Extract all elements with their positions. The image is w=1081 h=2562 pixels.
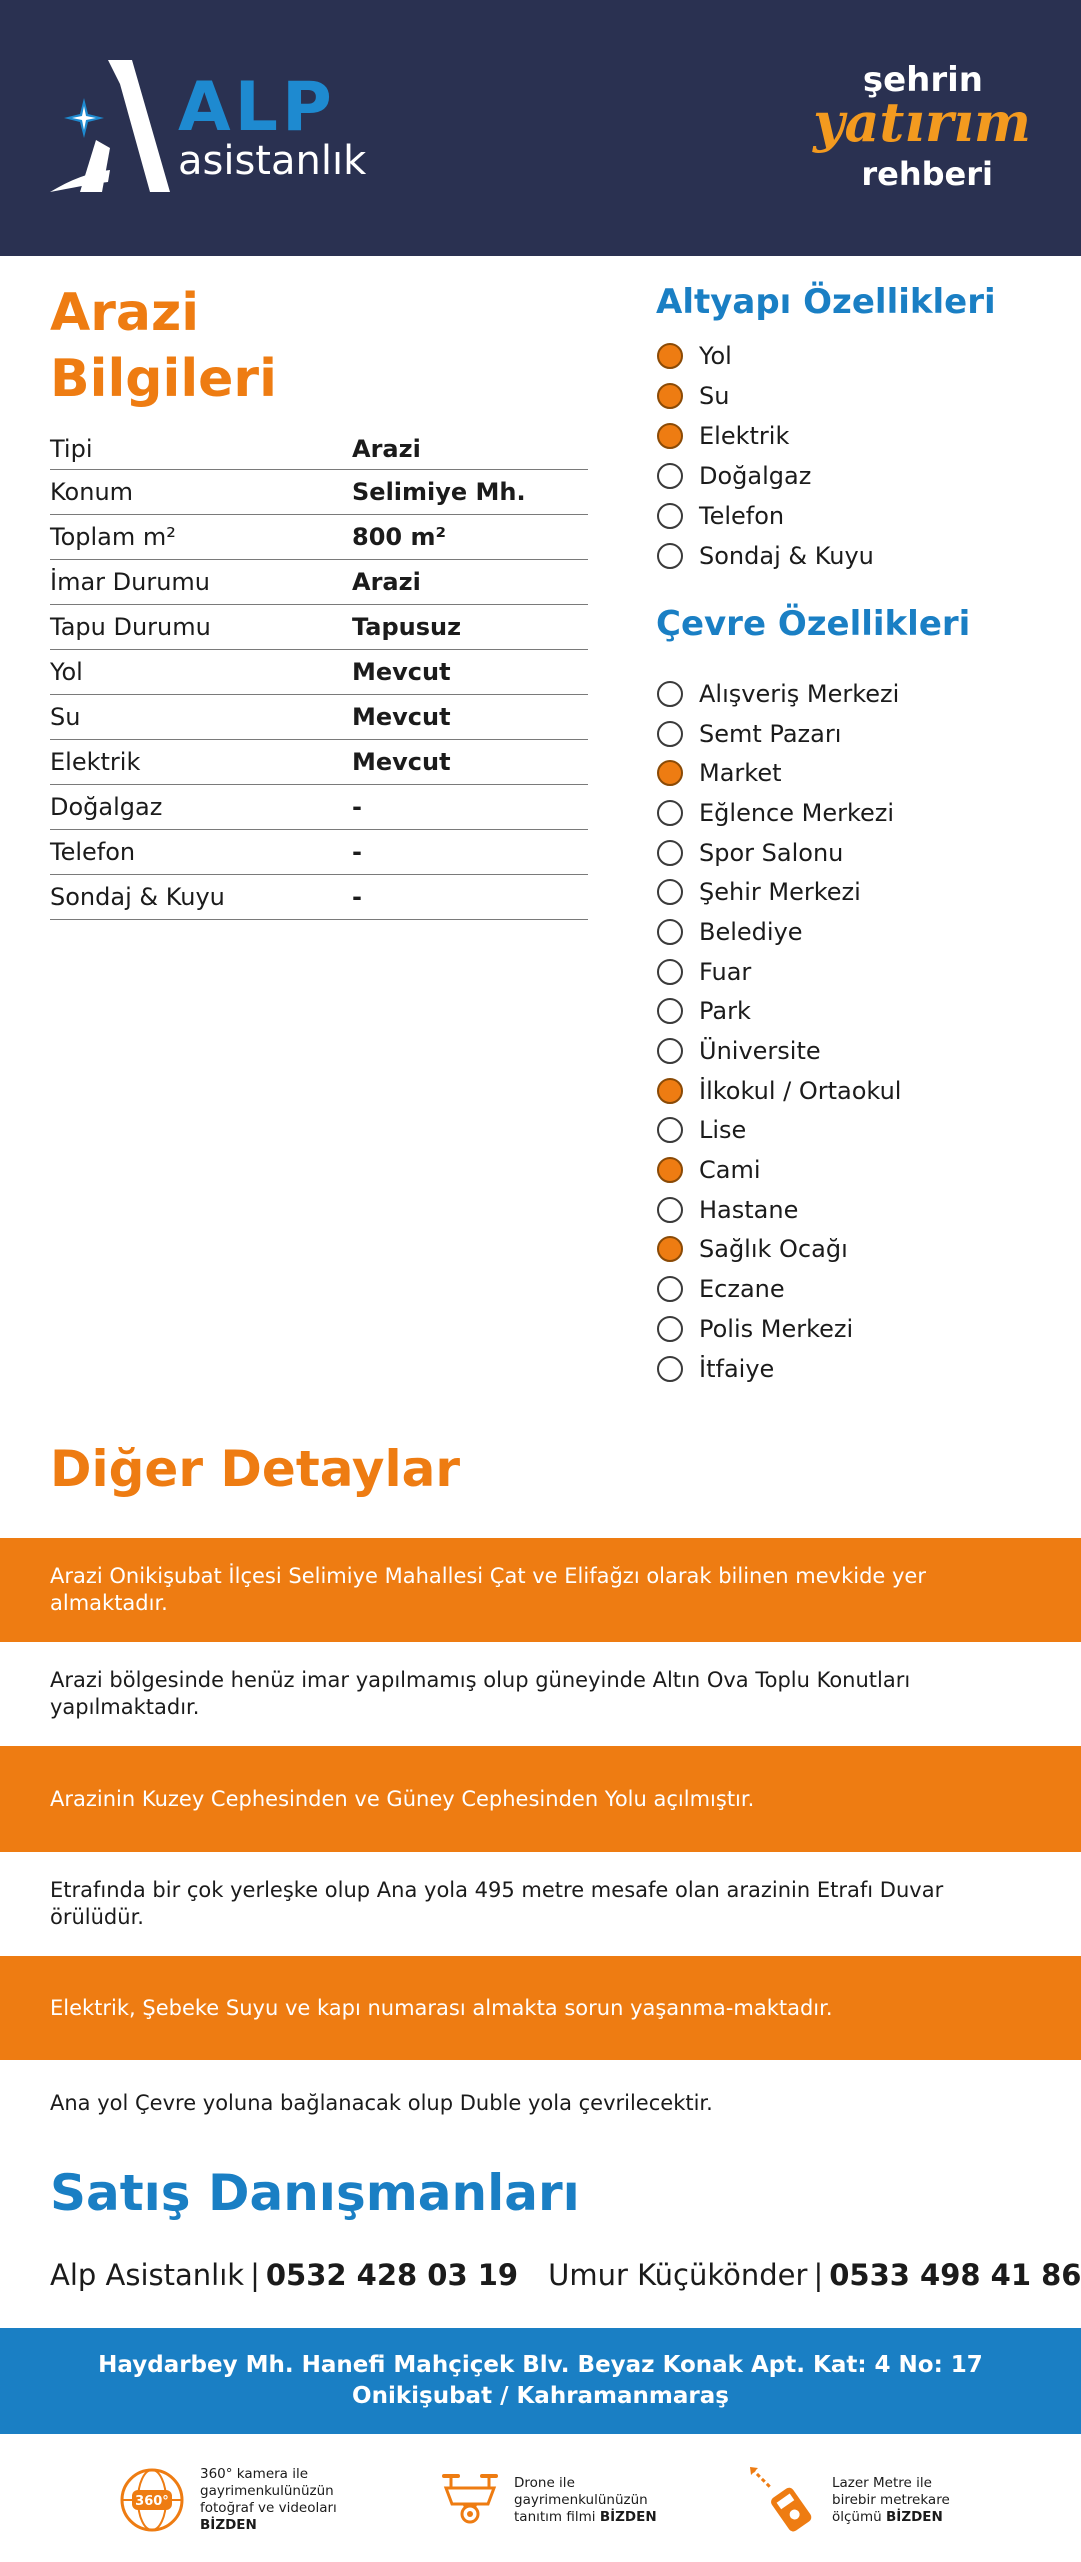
- slogan: [811, 60, 1031, 200]
- cevre-item-label: Eğlence Merkezi: [699, 798, 895, 827]
- satis-danismanlari-title: Satış Danışmanları: [50, 2164, 580, 2222]
- cevre-item-label: Eczane: [699, 1275, 785, 1304]
- info-row: [50, 740, 588, 785]
- contact-separator: |: [813, 2258, 824, 2292]
- cevre-item-label: Market: [699, 759, 782, 788]
- empty-circle-icon: [657, 800, 683, 826]
- feature-text: [200, 2466, 337, 2534]
- altyapi-item: [656, 496, 1056, 536]
- info-row: [50, 560, 588, 605]
- cevre-item: [656, 952, 1056, 992]
- checked-circle-icon: [657, 1078, 683, 1104]
- feature-line: 360° kamera ile: [200, 2466, 309, 2482]
- cevre-item-label: Fuar: [699, 957, 752, 986]
- info-value: Mevcut: [352, 748, 451, 776]
- altyapi-item: [656, 376, 1056, 416]
- altyapi-title: Altyapı Özellikleri: [656, 282, 996, 322]
- info-value: 800 m²: [352, 523, 446, 551]
- empty-circle-icon: [657, 919, 683, 945]
- cevre-item-label: Sağlık Ocağı: [699, 1235, 848, 1264]
- feature-line: tanıtım filmi: [514, 2508, 596, 2525]
- cevre-item-label: Belediye: [699, 917, 803, 946]
- header-banner: [0, 0, 1081, 256]
- detail-paragraph: Arazi bölgesinde henüz imar yapılmamış olup güneyinde Altın Ova Toplu Konutları yapılmaktadır.: [50, 1668, 911, 1719]
- altyapi-list: [656, 336, 1056, 576]
- checked-circle-icon: [657, 1157, 683, 1183]
- cevre-list: [656, 674, 1056, 1388]
- altyapi-item-label: Su: [699, 382, 730, 410]
- cevre-item: [656, 1349, 1056, 1389]
- info-key: İmar Durumu: [50, 568, 211, 596]
- info-key: Sondaj & Kuyu: [50, 883, 225, 911]
- cevre-item-label: İtfaiye: [699, 1354, 775, 1383]
- altyapi-item: [656, 336, 1056, 376]
- altyapi-item: [656, 536, 1056, 576]
- cevre-title: Çevre Özellikleri: [656, 604, 971, 644]
- info-row: [50, 695, 588, 740]
- info-row: [50, 515, 588, 560]
- info-key: Su: [50, 703, 81, 731]
- info-value: Selimiye Mh.: [352, 478, 526, 506]
- cevre-item: [656, 872, 1056, 912]
- feature-line: gayrimenkulünüzün: [200, 2483, 334, 2499]
- cevre-item-label: Üniversite: [699, 1037, 821, 1066]
- logo-a-mark-icon: [50, 60, 180, 195]
- cevre-item: [656, 674, 1056, 714]
- empty-circle-icon: [657, 681, 683, 707]
- altyapi-item-label: Telefon: [699, 502, 785, 530]
- empty-circle-icon: [657, 1117, 683, 1143]
- info-row: [50, 428, 588, 470]
- cevre-item-label: Hastane: [699, 1195, 799, 1224]
- cevre-item: [656, 1071, 1056, 1111]
- contact-separator: |: [250, 2258, 260, 2292]
- info-key: Elektrik: [50, 748, 141, 776]
- feature-laser-meter: [748, 2460, 950, 2540]
- info-key: Telefon: [50, 838, 136, 866]
- info-row: [50, 875, 588, 920]
- info-key: Tapu Durumu: [50, 613, 211, 641]
- empty-circle-icon: [657, 840, 683, 866]
- checked-circle-icon: [657, 423, 683, 449]
- info-value: Mevcut: [352, 703, 451, 731]
- cevre-item: [656, 793, 1056, 833]
- info-value: -: [352, 883, 362, 911]
- cevre-item: [656, 992, 1056, 1032]
- slogan-bottom: rehberi: [861, 155, 993, 193]
- info-key: Konum: [50, 478, 134, 506]
- features-column: [656, 282, 1056, 1388]
- info-row: [50, 605, 588, 650]
- cevre-item: [656, 1111, 1056, 1151]
- empty-circle-icon: [657, 998, 683, 1024]
- info-row: [50, 830, 588, 875]
- feature-line: gayrimenkulünüzün: [514, 2491, 648, 2508]
- empty-circle-icon: [657, 1197, 683, 1223]
- feature-drone: [440, 2460, 657, 2540]
- info-key: Doğalgaz: [50, 793, 163, 821]
- camera-360-icon: [118, 2466, 186, 2534]
- info-value: Tapusuz: [352, 613, 462, 641]
- feature-line: Drone ile: [514, 2474, 575, 2491]
- altyapi-item-label: Doğalgaz: [699, 462, 812, 490]
- info-row: [50, 470, 588, 515]
- altyapi-item: [656, 456, 1056, 496]
- cevre-item: [656, 1031, 1056, 1071]
- arazi-title-line1: Arazi: [50, 283, 200, 343]
- cevre-item-label: Cami: [699, 1156, 761, 1185]
- empty-circle-icon: [657, 503, 683, 529]
- cevre-item-label: Lise: [699, 1116, 747, 1145]
- checked-circle-icon: [657, 383, 683, 409]
- cevre-item: [656, 1309, 1056, 1349]
- cevre-item: [656, 1150, 1056, 1190]
- empty-circle-icon: [657, 879, 683, 905]
- arazi-info-table: [50, 428, 588, 920]
- feature-strong: BİZDEN: [200, 2517, 257, 2533]
- detail-paragraph: Arazi Onikişubat İlçesi Selimiye Mahallesi Çat ve Elifağzı olarak bilinen mevkide yer almaktadır.: [0, 1538, 1081, 1642]
- cevre-item-label: Şehir Merkezi: [699, 878, 861, 907]
- feature-line: Lazer Metre ile: [832, 2474, 932, 2491]
- checked-circle-icon: [657, 1236, 683, 1262]
- logo-text-alp: ALP: [178, 68, 336, 147]
- detail-paragraph: Etrafında bir çok yerleşke olup Ana yola 495 metre mesafe olan arazinin Etrafı Duvar örülüdür.: [50, 1878, 944, 1929]
- contact-phone[interactable]: 0532 428 03 19: [265, 2258, 519, 2292]
- altyapi-item-label: Yol: [699, 342, 732, 370]
- altyapi-item: [656, 416, 1056, 456]
- cevre-item: [656, 1190, 1056, 1230]
- empty-circle-icon: [657, 463, 683, 489]
- camera-360-badge: 360°: [135, 2494, 169, 2509]
- address-line2: Onikişubat / Kahramanmaraş: [352, 2383, 729, 2409]
- empty-circle-icon: [657, 1356, 683, 1382]
- address-bar: [0, 2328, 1081, 2434]
- feature-line: fotoğraf ve videoları: [200, 2500, 337, 2516]
- cevre-item: [656, 714, 1056, 754]
- info-value: Mevcut: [352, 658, 451, 686]
- info-key: Toplam m²: [50, 523, 176, 551]
- detail-paragraph: Ana yol Çevre yoluna bağlanacak olup Duble yola çevrilecektir.: [50, 2090, 713, 2115]
- info-row: [50, 785, 588, 830]
- feature-360-camera: [118, 2460, 337, 2540]
- cevre-item-label: Polis Merkezi: [699, 1314, 854, 1343]
- drone-icon: [440, 2468, 500, 2532]
- cevre-item: [656, 753, 1056, 793]
- arazi-title-line2: Bilgileri: [50, 349, 277, 409]
- info-key: Tipi: [50, 434, 93, 463]
- altyapi-item-label: Sondaj & Kuyu: [699, 542, 874, 570]
- empty-circle-icon: [657, 1316, 683, 1342]
- info-value: -: [352, 793, 362, 821]
- contact-phone[interactable]: 0533 498 41 86: [829, 2258, 1081, 2292]
- info-value: Arazi: [352, 568, 421, 596]
- detail-paragraph: Arazinin Kuzey Cephesinden ve Güney Cephesinden Yolu açılmıştır.: [0, 1746, 1081, 1852]
- checked-circle-icon: [657, 343, 683, 369]
- info-row: [50, 650, 588, 695]
- detail-paragraph: Elektrik, Şebeke Suyu ve kapı numarası almakta sorun yaşanma-maktadır.: [0, 1956, 1081, 2060]
- cevre-item-label: Alışveriş Merkezi: [699, 679, 900, 708]
- info-value: -: [352, 838, 362, 866]
- logo-text-asistanlik: asistanlık: [178, 138, 367, 184]
- cevre-item-label: Semt Pazarı: [699, 719, 842, 748]
- empty-circle-icon: [657, 959, 683, 985]
- cevre-item: [656, 1269, 1056, 1309]
- alp-logo: [50, 60, 380, 200]
- cevre-item-label: İlkokul / Ortaokul: [699, 1076, 902, 1105]
- checked-circle-icon: [657, 760, 683, 786]
- cevre-item: [656, 833, 1056, 873]
- feature-strong: BİZDEN: [886, 2508, 943, 2525]
- slogan-top: şehrin: [862, 60, 983, 100]
- feature-text: [514, 2475, 657, 2526]
- info-key: Yol: [50, 658, 83, 686]
- info-value: Arazi: [352, 434, 421, 463]
- empty-circle-icon: [657, 721, 683, 747]
- laser-meter-icon: [748, 2465, 818, 2535]
- cevre-item: [656, 912, 1056, 952]
- contact-name: Alp Asistanlık: [50, 2258, 245, 2292]
- feature-line: ölçümü: [832, 2508, 882, 2525]
- contacts-line: [50, 2258, 1081, 2292]
- contact-name: Umur Küçükönder: [548, 2258, 808, 2292]
- cevre-item: [656, 1230, 1056, 1270]
- arazi-bilgileri-title: [50, 280, 277, 412]
- address-line1: Haydarbey Mh. Hanefi Mahçiçek Blv. Beyaz Konak Apt. Kat: 4 No: 17: [98, 2352, 983, 2378]
- feature-line: birebir metrekare: [832, 2491, 950, 2508]
- empty-circle-icon: [657, 1276, 683, 1302]
- cevre-item-label: Park: [699, 997, 751, 1026]
- altyapi-item-label: Elektrik: [699, 422, 790, 450]
- feature-text: [832, 2475, 950, 2526]
- empty-circle-icon: [657, 1038, 683, 1064]
- empty-circle-icon: [657, 543, 683, 569]
- diger-detaylar-title: Diğer Detaylar: [50, 1440, 461, 1498]
- slogan-highlight: yatırım: [813, 90, 1031, 154]
- cevre-item-label: Spor Salonu: [699, 838, 844, 867]
- feature-strong: BİZDEN: [599, 2508, 657, 2525]
